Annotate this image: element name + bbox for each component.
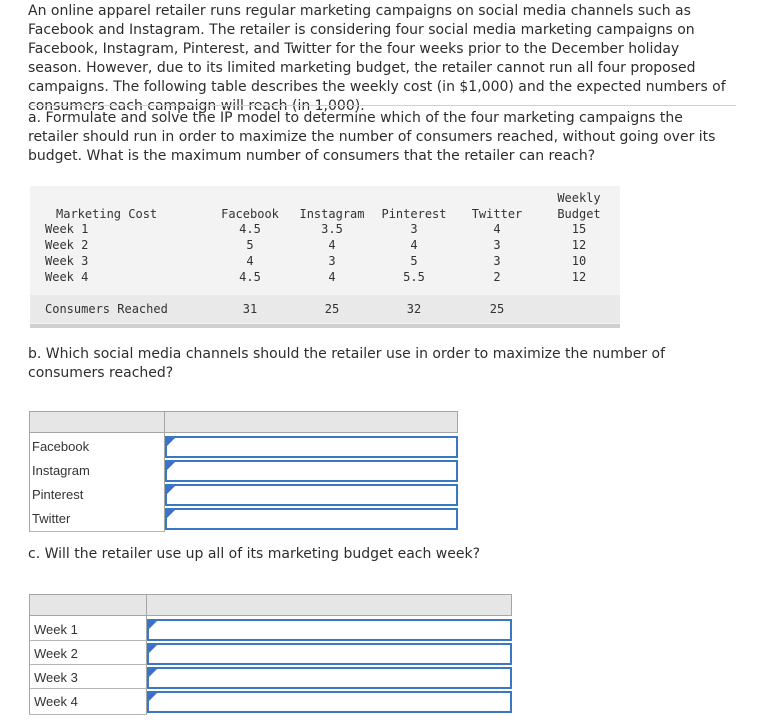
cell-week-1-facebook: 4.5 (239, 222, 261, 236)
cell-week-3-pinterest: 5 (410, 254, 418, 268)
cell-week-1-pinterest: 3 (410, 222, 418, 236)
cell-week-4-pinterest: 5.5 (403, 270, 425, 284)
week-answer-2[interactable] (147, 643, 512, 665)
week-label-3: Week 3 (34, 670, 78, 685)
cell-week-1-instagram: 3.5 (321, 222, 343, 236)
consumers-reached-label: Consumers Reached (45, 302, 168, 316)
channel-label-pinterest: Pinterest (32, 487, 84, 502)
cell-week-2-instagram: 4 (328, 238, 336, 252)
week-label-1: Week 1 (34, 622, 78, 637)
cell-week-3-facebook: 4 (246, 254, 254, 268)
channel-label-twitter: Twitter (32, 511, 71, 526)
consumers-facebook: 31 (242, 302, 258, 316)
channels-header-right (164, 411, 458, 433)
header-budget-line1: Weekly (557, 191, 601, 205)
channel-answer-twitter[interactable] (165, 508, 458, 530)
channel-label-instagram: Instagram (32, 463, 90, 478)
cell-week-2-twitter: 3 (493, 238, 501, 252)
week-answer-4[interactable] (147, 691, 512, 713)
channel-answer-instagram[interactable] (165, 460, 458, 482)
consumers-instagram: 25 (324, 302, 340, 316)
week-answer-3[interactable] (147, 667, 512, 689)
row-label-week-4: Week 4 (45, 270, 89, 284)
weeks-header-right (146, 594, 512, 616)
question-c: c. Will the retailer use up all of its marketing budget each week? (28, 546, 481, 562)
cell-week-4-budget: 12 (571, 270, 587, 284)
header-instagram: Instagram (299, 207, 365, 221)
cell-week-2-pinterest: 4 (410, 238, 418, 252)
weeks-header-left (29, 594, 147, 616)
header-twitter: Twitter (471, 207, 523, 221)
cell-week-3-twitter: 3 (493, 254, 501, 268)
header-marketing-cost: Marketing Cost (56, 207, 158, 221)
cell-week-3-budget: 10 (571, 254, 587, 268)
header-budget-line2: Budget (557, 207, 601, 221)
channel-label-facebook: Facebook (32, 439, 90, 454)
weeks-answer-table (29, 594, 512, 715)
question-b: b. Which social media channels should the retailer use in order to maximize the number of consumers reached? (28, 346, 666, 381)
question-a: a. Formulate and solve the IP model to determine which of the four marketing campaigns the retailer should run in order to maximize the number of consumers reached, without going over its budget. What is the maximum number of consumers that the retailer can reach? (28, 105, 736, 166)
consumers-twitter: 25 (489, 302, 505, 316)
week-label-2: Week 2 (34, 646, 78, 661)
consumers-pinterest: 32 (406, 302, 422, 316)
channel-answer-pinterest[interactable] (165, 484, 458, 506)
header-facebook: Facebook (221, 207, 279, 221)
row-label-week-2: Week 2 (45, 238, 89, 252)
cell-week-4-twitter: 2 (493, 270, 501, 284)
row-label-week-3: Week 3 (45, 254, 89, 268)
table-bottom-bar (30, 324, 620, 328)
cell-week-3-instagram: 3 (328, 254, 336, 268)
channels-answer-table (29, 411, 459, 532)
cell-week-2-facebook: 5 (246, 238, 254, 252)
header-pinterest: Pinterest (381, 207, 447, 221)
channels-header-left (29, 411, 165, 433)
week-answer-1[interactable] (147, 619, 512, 641)
cell-week-4-facebook: 4.5 (239, 270, 261, 284)
cost-table (30, 186, 620, 328)
channel-answer-facebook[interactable] (165, 436, 458, 458)
cell-week-1-budget: 15 (571, 222, 587, 236)
problem-statement: An online apparel retailer runs regular marketing campaigns on social media channels such as Facebook and Instagram. The retailer is considering four social media marketing campaigns on Facebook, Instagram, Pinterest, and Twitter for the four weeks prior to the December holiday season. However, due to its limited marketing budget, the retailer cannot run all four proposed campaigns. The following table describes the weekly cost (in $1,000) and the expected numbers of consumers each campaign will reach (in 1,000). (28, 3, 726, 114)
week-label-4: Week 4 (34, 694, 78, 709)
cell-week-2-budget: 12 (571, 238, 587, 252)
row-label-week-1: Week 1 (45, 222, 89, 236)
cell-week-1-twitter: 4 (493, 222, 501, 236)
cell-week-4-instagram: 4 (328, 270, 336, 284)
